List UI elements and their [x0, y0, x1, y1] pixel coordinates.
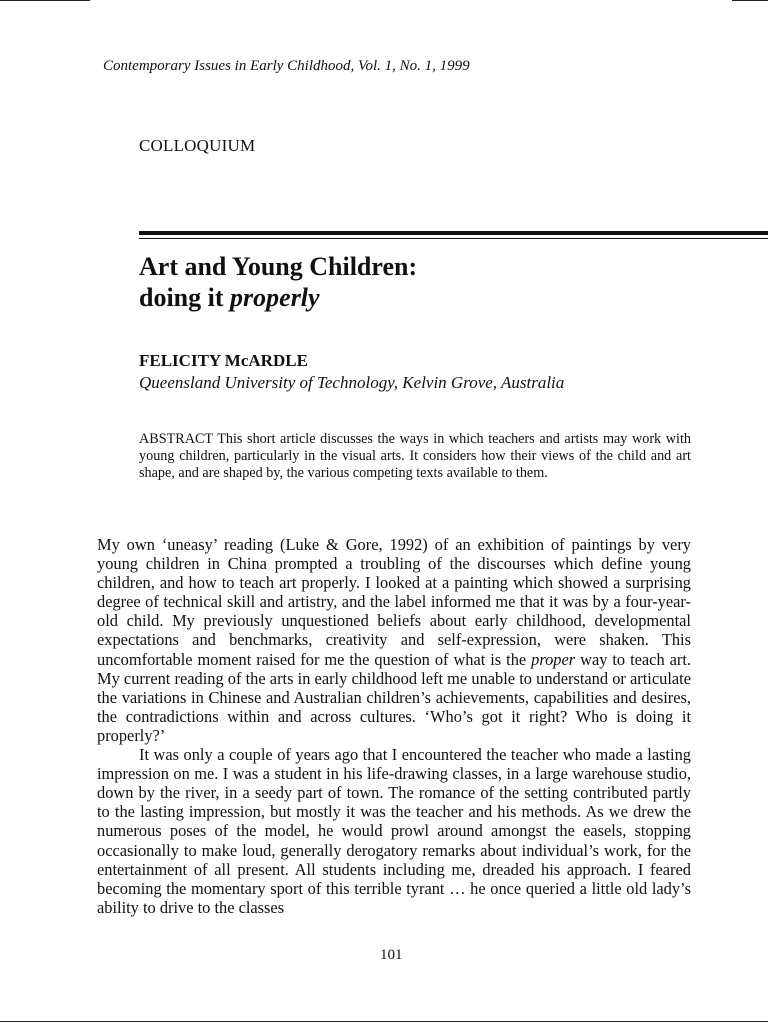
section-label: COLLOQUIUM	[139, 136, 256, 155]
top-left-rule	[0, 0, 90, 1]
title-line-2-prefix: doing it	[139, 283, 231, 312]
title-rule-thin	[139, 238, 768, 239]
author-name: FELICITY McARDLE	[139, 351, 308, 370]
abstract: ABSTRACT This short article discusses the ways in which teachers and artists may work with young children, particularly in the visual arts. It considers how their views of the child and art shape, and are shaped by, the various competing texts available to them.	[139, 431, 691, 481]
bottom-rule	[0, 1021, 768, 1022]
title-rule-thick	[139, 231, 768, 235]
paragraph-1	[97, 535, 691, 745]
title-line-2	[139, 282, 417, 313]
journal-citation: Contemporary Issues in Early Childhood, Vol. 1, No. 1, 1999	[103, 58, 470, 74]
page-number: 101	[380, 947, 403, 963]
paragraph-2: It was only a couple of years ago that I encountered the teacher who made a lasting impression on me. I was a student in his life-drawing classes, in a large warehouse studio, down by the river, in a seedy part of town. The romance of the setting contributed partly to the lasting impression, but mostly it was the teacher and his methods. As we drew the numerous poses of the model, he would prowl around amongst the easels, stopping occasionally to make loud, generally derogatory remarks about individual’s work, for the entertainment of all present. All students including me, dreaded his approach. I feared becoming the momentary sport of this terrible tyrant … he once queried a little old lady’s ability to drive to the classes	[97, 745, 691, 917]
paragraph-1-emphasis: proper	[531, 649, 576, 669]
top-right-rule	[732, 0, 768, 1]
author-affiliation: Queensland University of Technology, Kelvin Grove, Australia	[139, 373, 565, 392]
body-text	[97, 535, 691, 917]
article-title	[139, 251, 417, 313]
paragraph-1-part-2: way to teach art. My current reading of the arts in early childhood left me unable to understand or articulate the variations in Chinese and Australian children’s achievements, capabilities and desires, the contradictions within and across cultures. ‘Who’s got it right? Who is doing it properly?’	[97, 649, 691, 745]
title-line-1: Art and Young Children:	[139, 252, 418, 281]
title-emphasis: properly	[230, 283, 320, 312]
paragraph-1-part-1: My own ‘uneasy’ reading (Luke & Gore, 1992) of an exhibition of paintings by very young children in China prompted a troubling of the discourses which define young children, and how to teach art properly. I looked at a painting which showed a surprising degree of technical skill and artistry, and the label informed me that it was by a four-year-old child. My previously unquestioned beliefs about early childhood, developmental expectations and benchmarks, creativity and self-expression, were shaken. This uncomfortable moment raised for me the question of what is the	[97, 535, 691, 669]
